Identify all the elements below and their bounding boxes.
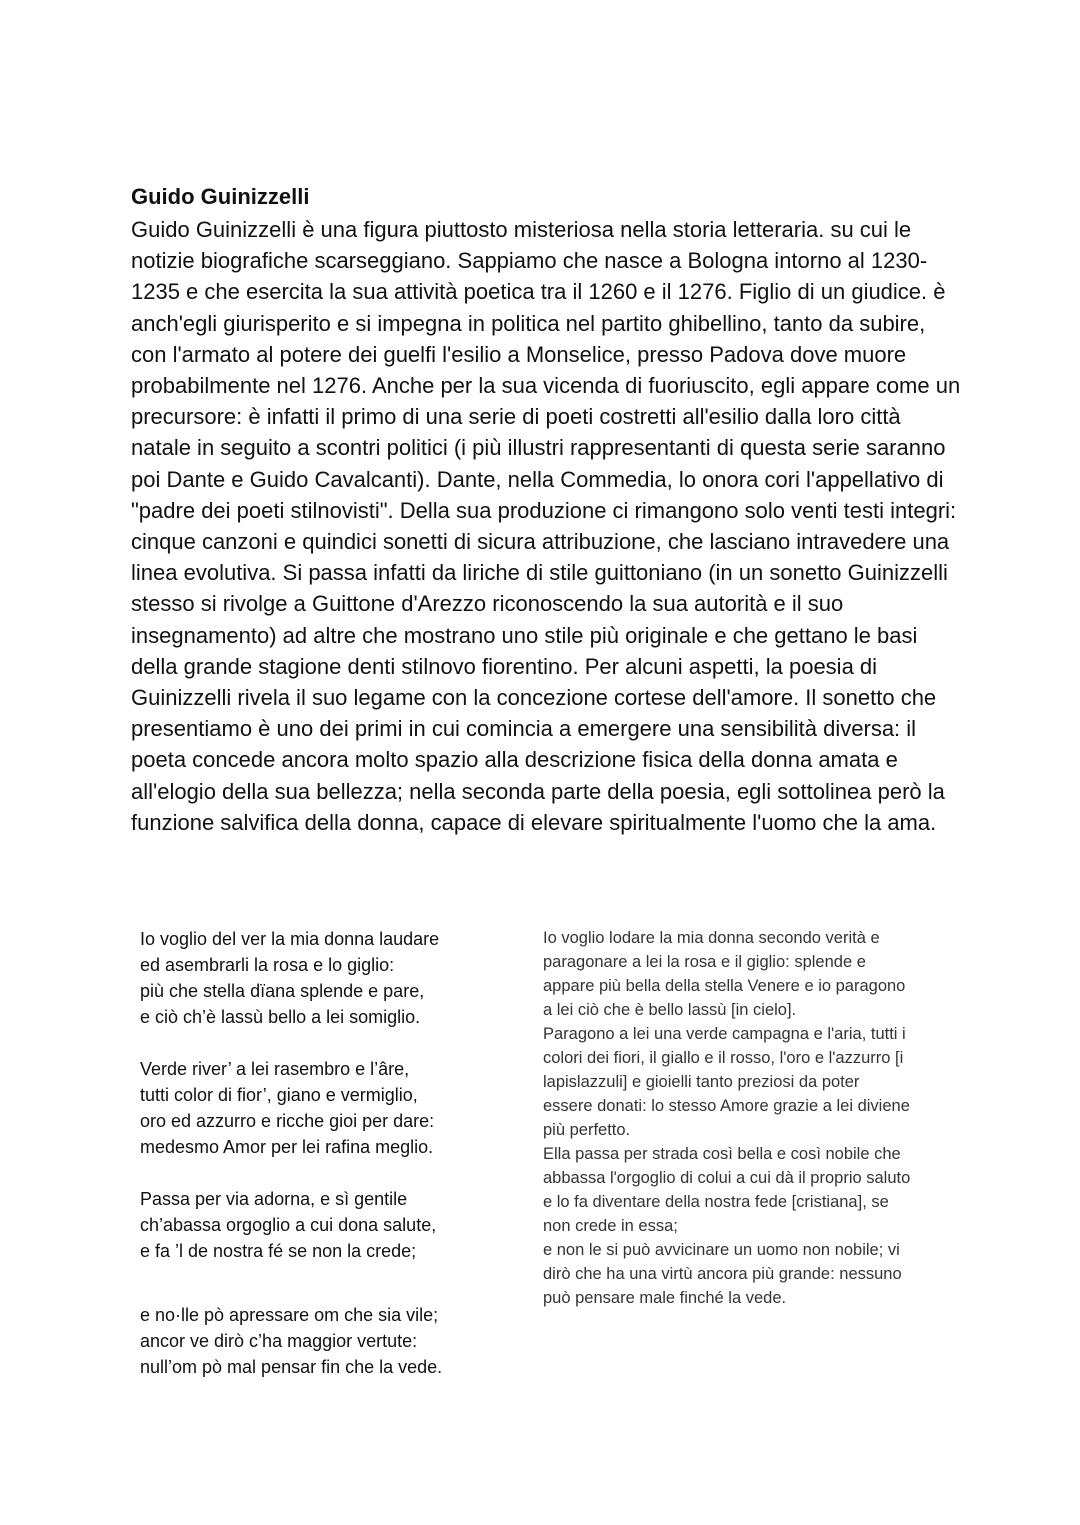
translation-paragraph: Paragono a lei una verde campagna e l'aria, tutti i colori dei fiori, il giallo e il rosso, l'oro e l'azzurro [i lapislazzuli] e gioielli tanto preziosi da poter essere donati: lo stesso Amore grazie a lei diviene più perfetto.: [543, 1025, 910, 1139]
poem-line: ch’abassa orgoglio a cui dona salute,: [140, 1215, 437, 1235]
poem-original: [140, 926, 500, 1380]
poem-translation: [543, 926, 913, 1310]
translation-paragraph: e non le si può avvicinare un uomo non nobile; vi dirò che ha una virtù ancora più grande: nessuno può pensare male finché la vede.: [543, 1241, 902, 1307]
poem-stanza: [140, 926, 500, 1030]
intro-paragraph: Guido Guinizzelli è una figura piuttosto misteriosa nella storia letteraria. su cui le notizie biografiche scarseggiano. Sappiamo che nasce a Bologna intorno al 1230-1235 e che esercita la sua attività poetica tra il 1260 e il 1276. Figlio di un giudice. è anch'egli giurisperito e si impegna in politica nel partito ghibellino, tanto da subire, con l'armato al potere dei guelfi l'esilio a Monselice, presso Padova dove muore probabilmente nel 1276. Anche per la sua vicenda di fuoriuscito, egli appare come un precursore: è infatti il primo di una serie di poeti costretti all'esilio dalla loro città natale in seguito a scontri politici (i più illustri rappresentanti di questa serie saranno poi Dante e Guido Cavalcanti). Dante, nella Commedia, lo onora cori l'appellativo di "padre dei poeti stilnovisti". Della sua produzione ci rimangono solo venti testi integri: cinque canzoni e quindici sonetti di sicura attribuzione, che lasciano intravedere una linea evolutiva. Si passa infatti da liriche di stile guittoniano (in un sonetto Guinizzelli stesso si rivolge a Guittone d'Arezzo riconoscendo la sua autorità e il suo insegnamento) ad altre che mostrano uno stile più originale e che gettano le basi della grande stagione denti stilnovo fiorentino. Per alcuni aspetti, la poesia di Guinizzelli rivela il suo legame con la concezione cortese dell'amore. Il sonetto che presentiamo è uno dei primi in cui comincia a emergere una sensibilità diversa: il poeta concede ancora molto spazio alla descrizione fisica della donna amata e all'elogio della sua bellezza; nella seconda parte della poesia, egli sottolinea però la funzione salvifica della donna, capace di elevare spiritualmente l'uomo che la ama.: [131, 217, 961, 835]
page-title: Guido Guinizzelli: [131, 184, 310, 209]
poem-stanza: [140, 1302, 500, 1380]
poem-stanza: [140, 1056, 500, 1160]
translation-paragraph: Io voglio lodare la mia donna secondo verità e paragonare a lei la rosa e il giglio: splende e appare più bella della stella Venere e io paragono a lei ciò che è bello lassù [in cielo].: [543, 929, 906, 1019]
poem-line: più che stella dïana splende e pare,: [140, 981, 425, 1001]
poem-line: e no·lle pò apressare om che sia vile;: [140, 1305, 439, 1325]
poem-line: null’om pò mal pensar fin che la vede.: [140, 1357, 443, 1377]
poem-stanza: [140, 1186, 500, 1264]
poem-line: e fa ’l de nostra fé se non la crede;: [140, 1241, 417, 1261]
poem-line: ancor ve dirò c’ha maggior vertute:: [140, 1331, 418, 1351]
poem-line: Verde river’ a lei rasembro e l’âre,: [140, 1059, 410, 1079]
poem-line: Io voglio del ver la mia donna laudare: [140, 929, 440, 949]
translation-paragraph: Ella passa per strada così bella e così nobile che abbassa l'orgoglio di colui a cui dà il proprio saluto e lo fa diventare della nostra fede [cristiana], se non crede in essa;: [543, 1145, 911, 1235]
poem-line: e ciò ch’è lassù bello a lei somiglio.: [140, 1007, 421, 1027]
poem-line: Passa per via adorna, e sì gentile: [140, 1189, 408, 1209]
poem-line: medesmo Amor per lei rafina meglio.: [140, 1137, 434, 1157]
poem-line: tutti color di fior’, giano e vermiglio,: [140, 1085, 418, 1105]
poem-line: oro ed azzurro e ricche gioi per dare:: [140, 1111, 435, 1131]
poem-line: ed asembrarli la rosa e lo giglio:: [140, 955, 395, 975]
